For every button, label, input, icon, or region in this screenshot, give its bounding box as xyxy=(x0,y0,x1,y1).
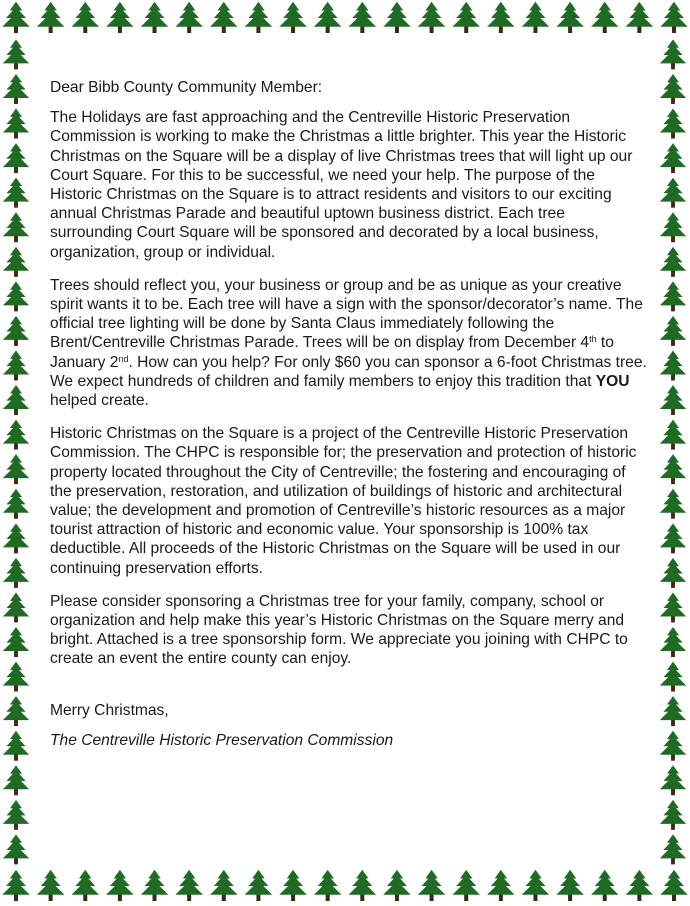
paragraph-2-text-a: Trees should reflect you, your business or group and be as unique as your creative spirit wants it to be. Each tree will have a sign with the sponsor/decorator’s name. The official tree lighting will be done by Santa Claus immediately following the Brent/Centreville Christmas Parade. Trees will be on display from December 4 xyxy=(50,276,643,352)
paragraph-2 xyxy=(50,276,650,410)
christmas-tree-icon xyxy=(556,2,584,33)
christmas-tree-icon xyxy=(660,489,686,519)
christmas-tree-icon xyxy=(660,420,686,450)
christmas-tree-icon xyxy=(3,385,29,415)
christmas-tree-icon xyxy=(279,870,307,901)
christmas-tree-icon xyxy=(660,627,686,657)
christmas-tree-icon xyxy=(3,627,29,657)
christmas-tree-icon xyxy=(279,2,307,33)
christmas-tree-icon xyxy=(314,2,342,33)
christmas-tree-icon xyxy=(106,2,134,33)
christmas-tree-icon xyxy=(210,870,238,901)
christmas-tree-icon xyxy=(660,281,686,311)
christmas-tree-icon xyxy=(522,870,550,901)
christmas-tree-icon xyxy=(660,662,686,692)
superscript-th: th xyxy=(589,334,597,345)
christmas-tree-icon xyxy=(660,558,686,588)
christmas-tree-icon xyxy=(660,74,686,104)
christmas-tree-icon xyxy=(556,870,584,901)
christmas-tree-icon xyxy=(660,592,686,622)
christmas-tree-icon xyxy=(210,2,238,33)
christmas-tree-icon xyxy=(3,109,29,139)
christmas-tree-icon xyxy=(37,2,64,33)
christmas-tree-icon xyxy=(245,870,273,901)
christmas-tree-icon xyxy=(3,178,29,208)
emphasis-you: YOU xyxy=(595,372,630,390)
christmas-tree-icon xyxy=(660,834,686,864)
christmas-tree-icon xyxy=(349,870,377,901)
christmas-tree-icon xyxy=(660,178,686,208)
christmas-tree-icon xyxy=(175,870,203,901)
christmas-tree-icon xyxy=(37,870,64,901)
christmas-tree-icon xyxy=(383,870,411,901)
christmas-tree-icon xyxy=(452,2,480,33)
christmas-tree-icon xyxy=(660,385,686,415)
closing: Merry Christmas, xyxy=(50,701,169,719)
christmas-tree-icon xyxy=(3,489,29,519)
christmas-tree-icon xyxy=(3,454,29,484)
christmas-tree-icon xyxy=(3,281,29,311)
paragraph-4: Please consider sponsoring a Christmas tree for your family, company, school or organization and help make this year’s Historic Christmas on the Square merry and bright. Attached is a tree sponsorship form. We appreciate you joining with CHPC to create an event the entire county can enjoy. xyxy=(50,592,628,668)
christmas-tree-icon xyxy=(3,834,29,864)
christmas-tree-icon xyxy=(141,2,169,33)
christmas-tree-icon xyxy=(660,696,686,726)
christmas-tree-icon xyxy=(660,731,686,761)
christmas-tree-icon xyxy=(3,765,29,795)
christmas-tree-icon xyxy=(383,2,411,33)
christmas-tree-icon xyxy=(3,350,29,380)
christmas-tree-icon xyxy=(3,523,29,553)
paragraph-2-text-b: to January 2 xyxy=(50,334,614,371)
christmas-tree-icon xyxy=(626,2,654,33)
christmas-tree-icon xyxy=(2,870,30,901)
salutation: Dear Bibb County Community Member: xyxy=(50,79,323,96)
christmas-tree-icon xyxy=(660,523,686,553)
christmas-tree-icon xyxy=(591,2,619,33)
christmas-tree-icon xyxy=(487,2,515,33)
christmas-tree-icon xyxy=(660,800,686,830)
christmas-tree-icon xyxy=(349,2,377,33)
christmas-tree-icon xyxy=(660,247,686,277)
christmas-tree-icon xyxy=(660,2,688,33)
christmas-tree-icon xyxy=(3,800,29,830)
christmas-tree-icon xyxy=(175,2,203,33)
christmas-tree-icon xyxy=(522,2,550,33)
christmas-tree-icon xyxy=(3,39,29,69)
christmas-tree-icon xyxy=(72,870,100,901)
christmas-tree-icon xyxy=(3,74,29,104)
christmas-tree-icon xyxy=(72,2,100,33)
christmas-tree-icon xyxy=(487,870,515,901)
christmas-tree-icon xyxy=(660,143,686,173)
christmas-tree-icon xyxy=(660,870,688,901)
paragraph-3: Historic Christmas on the Square is a project of the Centreville Historic Preservation Commission. The CHPC is responsible for; the preservation and protection of historic property located throughout the City of Centreville; the fostering and encouraging of the preservation, restoration, and utilization of buildings of historic and architectural value; the development and promotion of Centreville’s historic resources as a major tourist attraction of historic and economic value. Your sponsorship is 100% tax deductible. All proceeds of the Historic Christmas on the Square will be used in our continuing preservation efforts. xyxy=(50,425,637,577)
christmas-tree-icon xyxy=(314,870,342,901)
christmas-tree-icon xyxy=(452,870,480,901)
christmas-tree-icon xyxy=(3,212,29,242)
paragraph-2-text-d: helped create. xyxy=(50,392,149,410)
christmas-tree-icon xyxy=(2,2,30,33)
christmas-tree-icon xyxy=(3,731,29,761)
christmas-tree-icon xyxy=(141,870,169,901)
christmas-tree-icon xyxy=(418,2,446,33)
christmas-tree-icon xyxy=(3,247,29,277)
christmas-tree-icon xyxy=(626,870,654,901)
paragraph-2-text-c: . How can you help? For only $60 you can sponsor a 6-foot Christmas tree. We expect hundreds of children and family members to enjoy this tradition that xyxy=(50,353,647,390)
christmas-tree-icon xyxy=(3,696,29,726)
christmas-tree-icon xyxy=(106,870,134,901)
christmas-tree-icon xyxy=(3,143,29,173)
superscript-nd: nd xyxy=(118,353,129,364)
christmas-tree-icon xyxy=(418,870,446,901)
christmas-tree-icon xyxy=(660,316,686,346)
christmas-tree-icon xyxy=(3,662,29,692)
christmas-tree-icon xyxy=(660,454,686,484)
christmas-tree-icon xyxy=(660,350,686,380)
christmas-tree-icon xyxy=(245,2,273,33)
christmas-tree-icon xyxy=(660,212,686,242)
christmas-tree-icon xyxy=(660,765,686,795)
letter-body xyxy=(50,78,650,750)
paragraph-1: The Holidays are fast approaching and the Centreville Historic Preservation Commission is working to make the Christmas a little brighter. This year the Historic Christmas on the Square will be a display of live Christmas trees that will light up our Court Square. For this to be successful, we need your help. The purpose of the Historic Christmas on the Square is to attract residents and visitors to our exciting annual Christmas Parade and beautiful uptown business district. Each tree surrounding Court Square will be sponsored and decorated by a local business, organization, group or individual. xyxy=(50,109,633,261)
christmas-tree-icon xyxy=(660,39,686,69)
christmas-tree-icon xyxy=(3,420,29,450)
christmas-tree-icon xyxy=(3,592,29,622)
signature: The Centreville Historic Preservation Commission xyxy=(50,731,394,749)
christmas-tree-icon xyxy=(591,870,619,901)
christmas-tree-icon xyxy=(660,109,686,139)
christmas-tree-icon xyxy=(3,316,29,346)
christmas-tree-icon xyxy=(3,558,29,588)
